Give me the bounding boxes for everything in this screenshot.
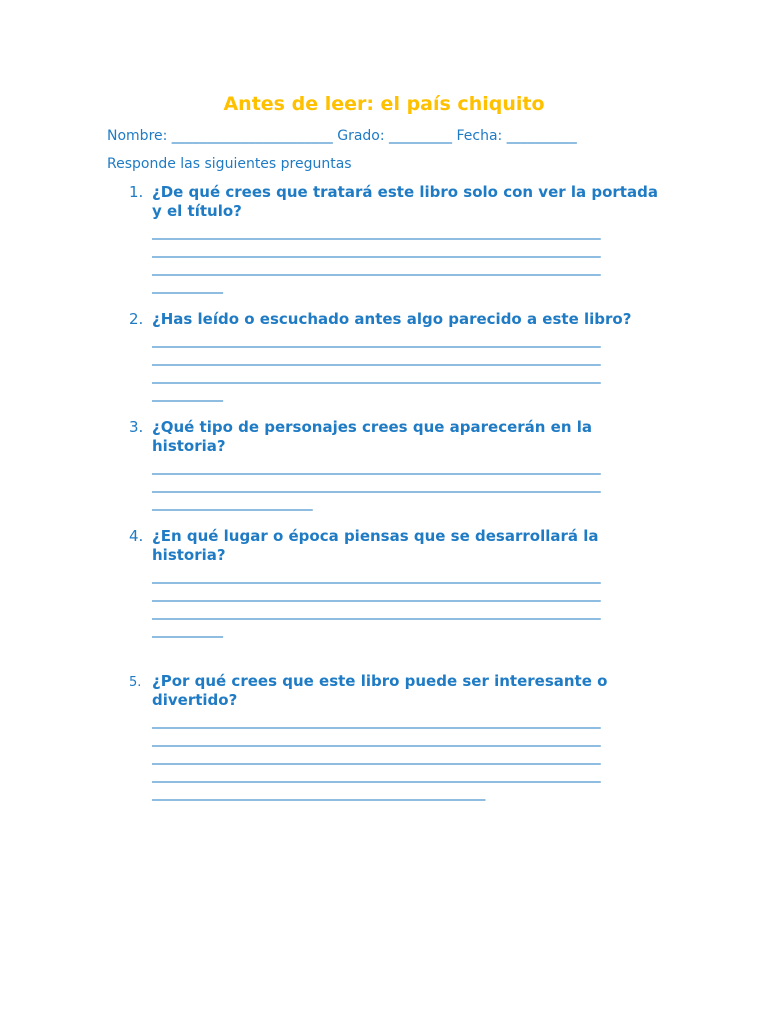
answer-area[interactable] (152, 223, 658, 295)
answer-line[interactable]: ______________________________________________________________________ (152, 713, 601, 729)
answer-line[interactable]: ___________ (152, 622, 223, 638)
answer-line[interactable]: ______________________________________________________________________ (152, 332, 601, 348)
answer-line[interactable]: ______________________________________________________________________ (152, 224, 601, 240)
question-text: ¿Por qué crees que este libro puede ser interesante o divertido? (152, 672, 608, 709)
answer-line[interactable]: ______________________________________________________________________ (152, 586, 601, 602)
question-text: ¿En qué lugar o época piensas que se desarrollará la historia? (152, 527, 599, 564)
question-number: 4. (129, 527, 144, 545)
question-text: ¿Qué tipo de personajes crees que aparecerán en la historia? (152, 418, 593, 455)
answer-area[interactable] (152, 567, 658, 639)
answer-line[interactable]: ______________________________________________________________________ (152, 477, 601, 493)
instructions: Responde las siguientes preguntas (107, 156, 352, 172)
question-number: 2. (129, 310, 144, 328)
question-number: 3. (129, 418, 144, 436)
answer-line[interactable]: ___________ (152, 386, 223, 402)
answer-line[interactable]: ______________________________________________________________________ (152, 459, 601, 475)
question-text: ¿Has leído o escuchado antes algo parecido a este libro? (152, 310, 632, 328)
answer-line[interactable]: ______________________________________________________________________ (152, 568, 601, 584)
answer-line[interactable]: ______________________________________________________________________ (152, 242, 601, 258)
answer-line[interactable]: ___________ (152, 278, 223, 294)
answer-line[interactable]: ______________________________________________________________________ (152, 368, 601, 384)
answer-area[interactable] (152, 458, 658, 512)
answer-line[interactable]: ______________________________________________________________________ (152, 604, 601, 620)
page-title: Antes de leer: el país chiquito (223, 93, 545, 115)
answer-line[interactable]: ______________________________________________________________________ (152, 767, 601, 783)
student-info-line: Nombre: _______________________ Grado: _________ Fecha: __________ (107, 128, 577, 144)
answer-area[interactable] (152, 331, 658, 403)
answer-line[interactable]: ______________________________________________________________________ (152, 749, 601, 765)
answer-line[interactable]: ______________________________________________________________________ (152, 260, 601, 276)
answer-line[interactable]: _________________________ (152, 495, 313, 511)
answer-area[interactable] (152, 712, 658, 802)
question-number: 5. (129, 675, 142, 690)
answer-line[interactable]: ______________________________________________________________________ (152, 731, 601, 747)
answer-line[interactable]: ______________________________________________________________________ (152, 350, 601, 366)
question-number: 1. (129, 183, 144, 201)
answer-line[interactable]: ____________________________________________________ (152, 785, 485, 801)
question-text: ¿De qué crees que tratará este libro solo con ver la portada y el título? (152, 183, 658, 220)
